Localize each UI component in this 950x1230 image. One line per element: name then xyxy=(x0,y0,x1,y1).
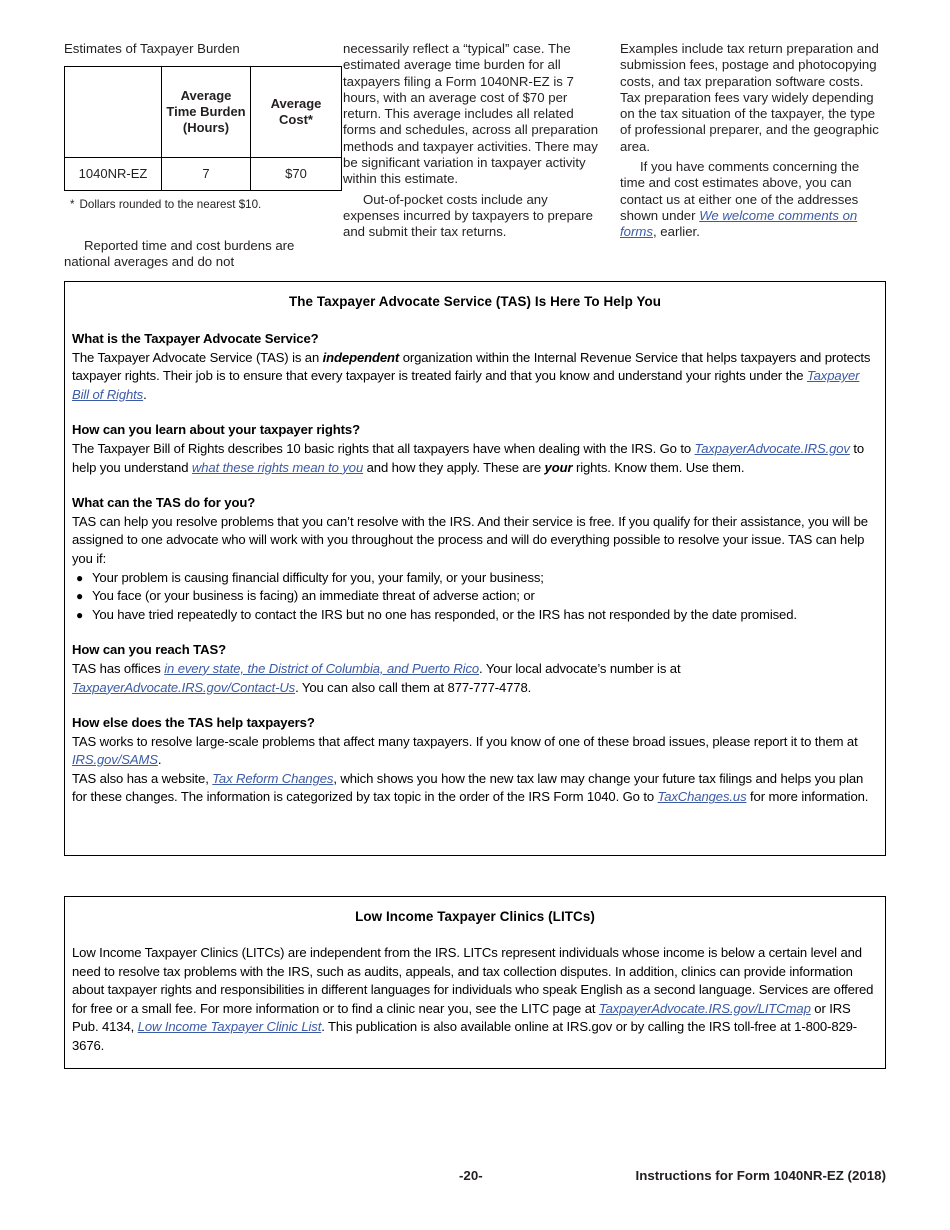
litc-box-body xyxy=(72,944,878,1056)
table-header-blank xyxy=(65,67,162,158)
table-header-time-burden: Average Time Burden (Hours) xyxy=(162,67,251,158)
link-taxpayer-bill-of-rights[interactable]: Taxpayer Bill of Rights xyxy=(72,368,860,402)
litc-paragraph xyxy=(72,944,878,1056)
link-taxpayeradvocate-contact-us[interactable]: TaxpayerAdvocate.IRS.gov/Contact-Us xyxy=(72,679,296,695)
tas-s2-emphasis-your: your xyxy=(544,459,573,475)
table-header-row xyxy=(65,67,342,158)
tas-s1-text-2: organization within the Internal Revenue Service that helps taxpayers and protects taxpayer rights. Their job is to ensure that every taxpayer is treated fairly and that you know and understand your rights under the xyxy=(72,349,871,384)
right-column xyxy=(620,41,886,241)
middle-paragraph-2: Out-of-pocket costs include any expenses incurred by taxpayers to prepare and submit their tax returns. xyxy=(343,191,593,240)
tas-section-heading-what-can-tas-do: What can the TAS do for you? xyxy=(72,495,256,511)
tas-s2-text-3: and how they apply. These are xyxy=(363,459,545,475)
tas-s1-emphasis-independent: independent xyxy=(322,349,400,365)
tas-s1-text-3: . xyxy=(143,386,147,402)
cell-form-name: 1040NR-EZ xyxy=(65,158,162,191)
link-taxchanges-us[interactable]: TaxChanges.us xyxy=(657,789,747,805)
list-item-text: Your problem is causing financial difficulty for you, your family, or your business; xyxy=(92,569,544,585)
tas-s5-text-2: . xyxy=(157,752,162,768)
tas-s1-text-1: The Taxpayer Advocate Service (TAS) is an xyxy=(72,349,323,365)
right-paragraph-2 xyxy=(620,159,886,240)
tas-s2-text-1: The Taxpayer Bill of Rights describes 10 basic rights that all taxpayers have when dealing with the IRS. Go to xyxy=(72,440,695,456)
link-what-these-rights-mean-to-you[interactable]: what these rights mean to you xyxy=(191,459,364,475)
tas-section-heading-reach-tas: How can you reach TAS? xyxy=(72,642,226,658)
tas-section-heading-how-else-help: How else does the TAS help taxpayers? xyxy=(72,715,315,731)
link-tax-reform-changes[interactable]: Tax Reform Changes xyxy=(212,770,334,786)
link-irs-gov-sams[interactable]: IRS.gov/SAMS xyxy=(72,752,158,768)
tas-s5-text-3: TAS also has a website, xyxy=(72,770,213,786)
tas-section-body-reach-tas xyxy=(72,660,878,697)
tas-help-list xyxy=(72,569,878,625)
link-in-every-state-dc-puerto-rico[interactable]: in every state, the District of Columbia, and Puerto Rico xyxy=(164,660,480,676)
tas-s4-text-3: . You can also call them at 877-777-4778. xyxy=(295,679,532,695)
tas-s4-text-1: TAS has offices xyxy=(72,660,165,676)
page-footer xyxy=(64,1168,886,1188)
link-taxpayeradvocate-litcmap[interactable]: TaxpayerAdvocate.IRS.gov/LITCmap xyxy=(598,1000,811,1016)
tas-s5-text-1: TAS works to resolve large-scale problems that affect many taxpayers. If you know of one of these broad issues, please report it to them at xyxy=(72,733,858,749)
middle-paragraph-1: necessarily reflect a “typical” case. The estimated average time burden for all taxpayers filing a Form 1040NR-EZ is 7 hours, with an average cost of $70 per return. This average includes all related forms and schedules, across all preparation methods and taxpayer activities. There may be significant variation in taxpayer activity within this estimate. xyxy=(343,41,599,187)
tas-box-title: The Taxpayer Advocate Service (TAS) Is Here To Help You xyxy=(288,294,662,309)
taxpayer-advocate-service-box xyxy=(64,281,886,856)
list-item xyxy=(72,569,878,588)
middle-column xyxy=(343,41,605,241)
burden-heading: Estimates of Taxpayer Burden xyxy=(64,41,240,56)
table-footnote xyxy=(70,198,334,212)
right-paragraph-2-text-after: , earlier. xyxy=(652,224,700,240)
link-we-welcome-comments-on-forms[interactable]: We welcome comments on forms xyxy=(620,207,858,240)
table-header-average-cost: Average Cost* xyxy=(251,67,342,158)
litc-text-1: Low Income Taxpayer Clinics (LITCs) are independent from the IRS. LITCs represent individuals whose income is below a certain level and need to resolve tax problems with the IRS, such as audits, appeals, and tax collection disputes. In addition, clinics can provide information about taxpayer rights and responsibilities in different languages for individuals who speak English as a second language. Services are offered for free or a small fee. For more information or to find a clinic near you, see the LITC page at xyxy=(72,945,874,1016)
tas-section-body-what-can-tas-do: TAS can help you resolve problems that you can’t resolve with the IRS. And their service is free. If you qualify for their assistance, you will be assigned to one advocate who will work with you throughout the process and will do everything possible to resolve your issue. TAS can help you if: xyxy=(72,513,868,566)
tas-s2-text-2: to help you understand xyxy=(72,440,865,475)
tas-s2-text-4: rights. Know them. Use them. xyxy=(572,459,745,475)
table-row xyxy=(65,158,342,191)
tas-section-body-learn-rights xyxy=(72,440,878,477)
burden-continuation-paragraph: Reported time and cost burdens are national averages and do not xyxy=(64,238,295,270)
footer-form-label: Instructions for Form 1040NR-EZ (2018) xyxy=(635,1168,886,1183)
top-three-column-area xyxy=(64,41,886,271)
bullet-icon: ● xyxy=(76,570,84,585)
tas-section-body-what-is xyxy=(72,349,878,405)
link-low-income-taxpayer-clinic-list[interactable]: Low Income Taxpayer Clinic List xyxy=(137,1019,322,1035)
tas-s4-text-2: . Your local advocate’s number is at xyxy=(479,660,681,676)
list-item xyxy=(72,606,878,625)
list-item-text: You face (or your business is facing) an immediate threat of adverse action; or xyxy=(92,588,535,604)
right-paragraph-1: Examples include tax return preparation and submission fees, postage and photocopying costs, and tax preparation software costs. Tax preparation fees vary widely depending on the tax situation of the taxpayer, the type of professional preparer, and the geographic area. xyxy=(620,41,879,154)
low-income-taxpayer-clinics-box xyxy=(64,896,886,1069)
bullet-icon: ● xyxy=(76,607,84,622)
page-number: -20- xyxy=(459,1168,483,1183)
right-paragraph-2-text-before: If you have comments concerning the time and cost estimates above, you can contact us at either one of the addresses shown under xyxy=(620,159,860,223)
list-item-text: You have tried repeatedly to contact the IRS but no one has responded, or the IRS has not responded by the date promised. xyxy=(92,606,797,622)
cell-average-cost: $70 xyxy=(251,158,342,191)
tas-section-heading-what-is: What is the Taxpayer Advocate Service? xyxy=(72,331,319,346)
burden-column xyxy=(64,41,334,271)
cell-time-hours: 7 xyxy=(162,158,251,191)
tas-box-body xyxy=(72,330,878,807)
tas-s5-text-4: , which shows you how the new tax law may change your future tax filings and helps you plan for these changes. The information is categorized by tax topic in the order of the IRS Form 1040. Go to xyxy=(72,770,864,805)
litc-text-3: . This publication is also available online at IRS.gov or by calling the IRS toll-free at 1-800-829-3676. xyxy=(72,1019,858,1053)
bullet-icon: ● xyxy=(76,589,84,604)
tas-s5-text-5: for more information. xyxy=(746,789,869,805)
footnote-text: Dollars rounded to the nearest $10. xyxy=(79,198,262,211)
link-taxpayeradvocate-irs-gov[interactable]: TaxpayerAdvocate.IRS.gov xyxy=(694,440,850,456)
tas-section-body-how-else-help-1 xyxy=(72,733,878,770)
litc-box-title: Low Income Taxpayer Clinics (LITCs) xyxy=(355,909,595,924)
tas-section-heading-learn-rights: How can you learn about your taxpayer rights? xyxy=(72,422,360,438)
litc-text-2: or IRS Pub. 4134, xyxy=(72,1000,851,1035)
tas-section-body-how-else-help-2 xyxy=(72,770,878,807)
taxpayer-burden-table xyxy=(64,66,342,191)
list-item xyxy=(72,587,878,606)
footnote-marker: * xyxy=(70,198,75,211)
